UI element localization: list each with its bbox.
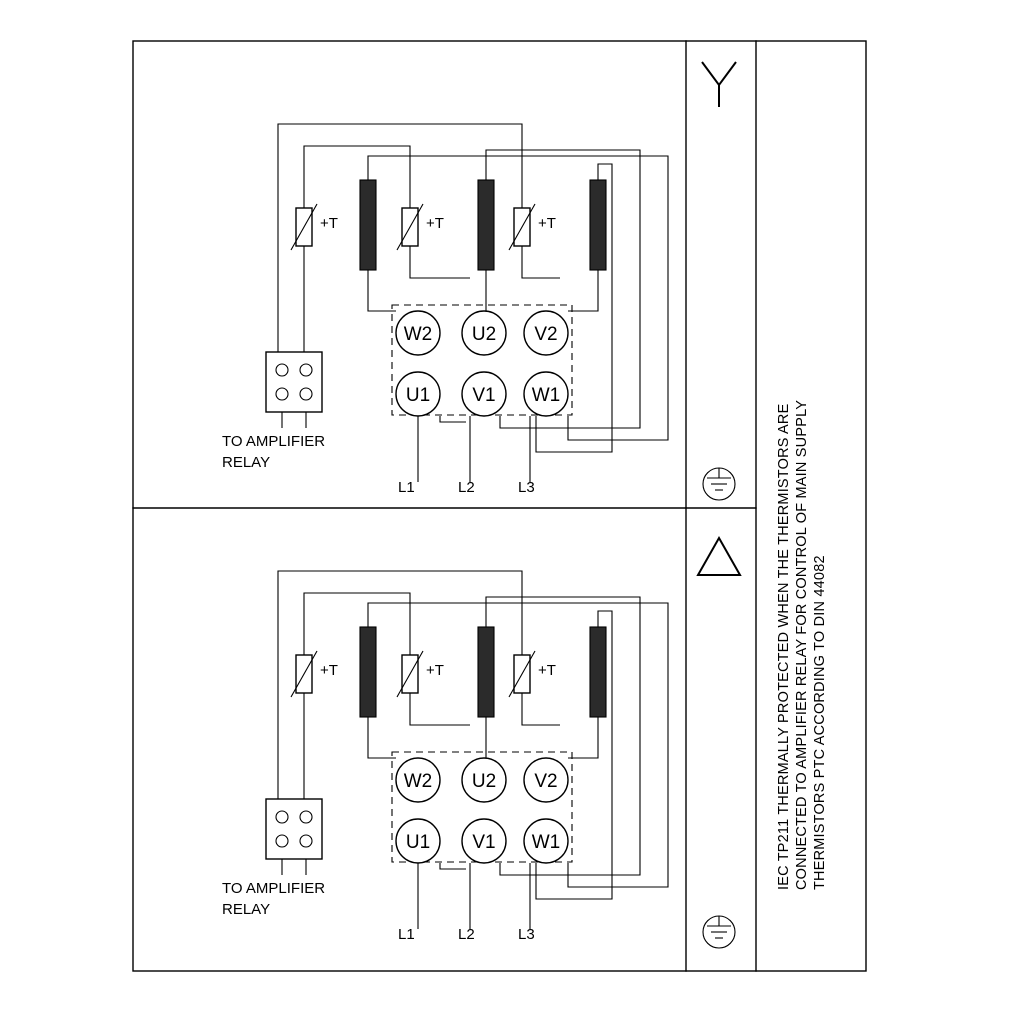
terminal-v2 [524, 311, 568, 355]
terminal-label-u2: U2 [471, 324, 497, 345]
terminal-u2 [462, 311, 506, 355]
terminal-label-w2: W2 [403, 324, 433, 345]
terminal-w2-2 [396, 758, 440, 802]
terminal-w2 [396, 311, 440, 355]
earth-ground-icon [703, 468, 735, 500]
wye-star-icon [702, 62, 736, 107]
side-note-line3: THERMISTORS PTC ACCORDING TO DIN 44082 [812, 555, 828, 890]
winding-coil-5 [478, 617, 494, 752]
terminal-label-w1: W1 [531, 385, 561, 406]
thermistor-label-3: +T [538, 215, 556, 232]
terminal-label-w2-2: W2 [403, 771, 433, 792]
panel-delta [222, 538, 740, 948]
terminal-label-w1-2: W1 [531, 832, 561, 853]
amplifier-note-line1: TO AMPLIFIER [222, 433, 326, 450]
amplifier-terminal-block-2 [266, 799, 322, 875]
supply-label-l2: L2 [458, 479, 475, 496]
thermistor-4 [291, 637, 338, 807]
thermistor-2 [397, 190, 444, 262]
winding-coil-4 [360, 617, 376, 752]
terminal-label-v2-2: V2 [534, 771, 558, 792]
terminal-u1 [396, 372, 440, 416]
thermistor-5 [397, 637, 444, 709]
winding-coil-1 [360, 170, 376, 305]
terminal-label-u2-2: U2 [471, 771, 497, 792]
thermistor-label-4: +T [320, 662, 338, 679]
terminal-w1-2 [524, 819, 568, 863]
terminal-label-u1: U1 [405, 385, 431, 406]
thermistor-label-5: +T [426, 662, 444, 679]
terminal-label-u1-2: U1 [405, 832, 431, 853]
thermistor-label-1: +T [320, 215, 338, 232]
terminal-w1 [524, 372, 568, 416]
terminal-label-v1: V1 [472, 385, 496, 406]
earth-ground-icon-2 [703, 916, 735, 948]
terminal-label-v1-2: V1 [472, 832, 496, 853]
winding-coil-3 [590, 170, 606, 305]
terminal-u1-2 [396, 819, 440, 863]
terminal-v1 [462, 372, 506, 416]
terminal-u2-2 [462, 758, 506, 802]
winding-coil-6 [590, 617, 606, 752]
thermistor-3 [509, 190, 556, 262]
side-note-line2: CONNECTED TO AMPLIFIER RELAY FOR CONTROL OF MAIN SUPPLY [794, 399, 810, 890]
supply-label-l3: L3 [518, 479, 535, 496]
amplifier-note-line1-2: TO AMPLIFIER [222, 880, 326, 897]
amplifier-terminal-block [266, 352, 322, 428]
side-note-line1: IEC TP211 THERMALLY PROTECTED WHEN THE THERMISTORS ARE [776, 403, 792, 890]
thermistor-label-6: +T [538, 662, 556, 679]
supply-label-l3-2: L3 [518, 926, 535, 943]
thermistor-6 [509, 637, 556, 709]
amplifier-note-line2-2: RELAY [222, 901, 271, 918]
terminal-label-v2: V2 [534, 324, 558, 345]
supply-label-l2-2: L2 [458, 926, 475, 943]
side-note [776, 400, 828, 890]
winding-coil-2 [478, 170, 494, 305]
terminal-v1-2 [462, 819, 506, 863]
delta-triangle-icon [698, 538, 740, 575]
terminal-v2-2 [524, 758, 568, 802]
supply-label-l1: L1 [398, 479, 415, 496]
thermistor-label-2: +T [426, 215, 444, 232]
supply-label-l1-2: L1 [398, 926, 415, 943]
amplifier-note-line2: RELAY [222, 454, 271, 471]
panel-star [222, 62, 736, 500]
thermistor-1 [291, 190, 338, 360]
